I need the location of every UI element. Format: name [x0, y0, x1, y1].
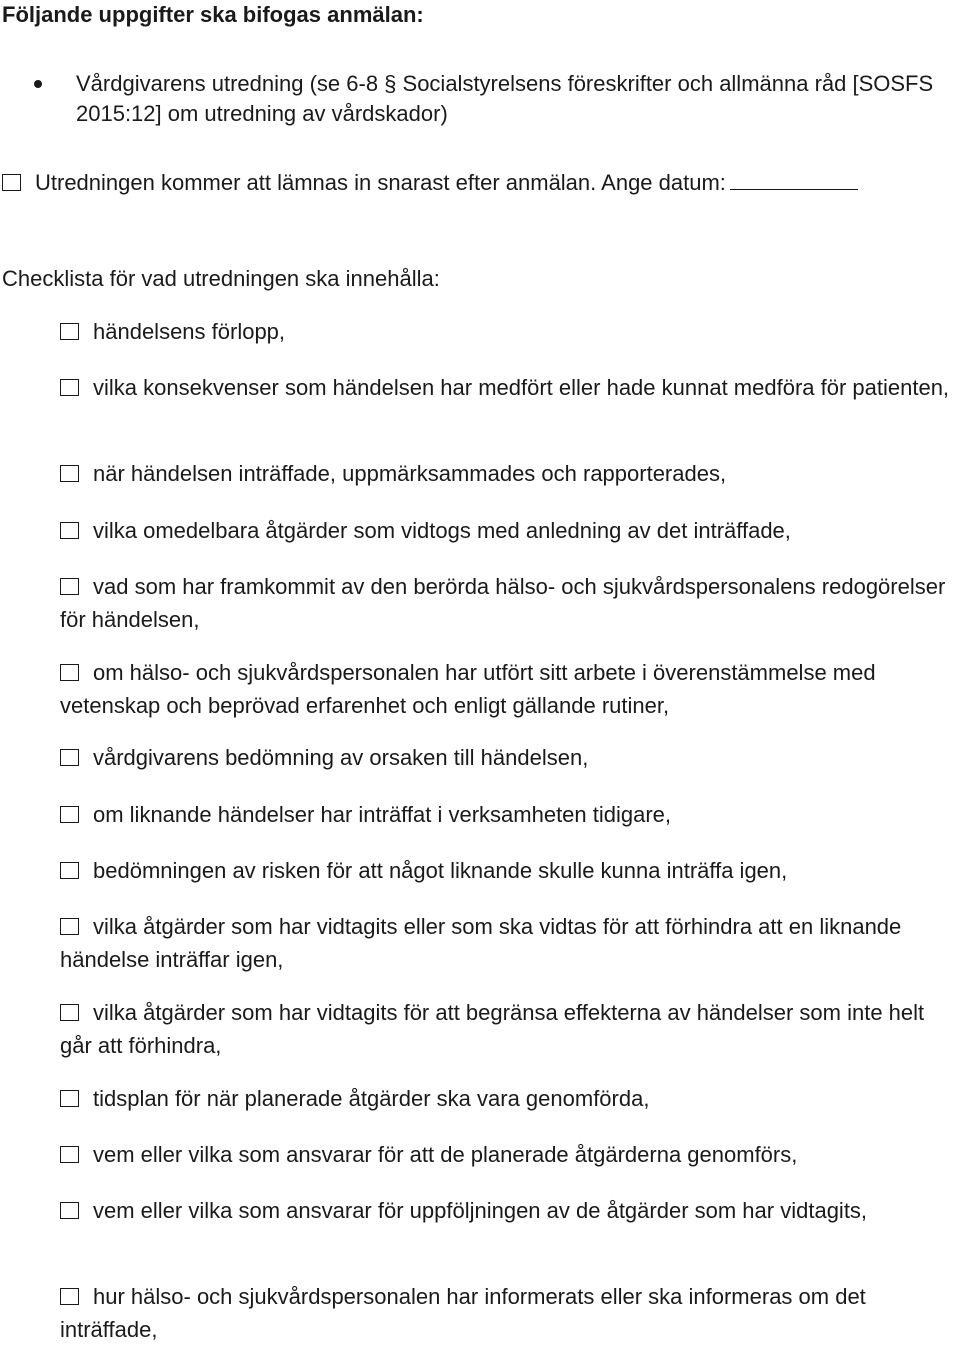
checklist-title: Checklista för vad utredningen ska innehålla: — [2, 266, 440, 291]
checklist-item — [60, 371, 960, 404]
checkbox-utredning[interactable] — [2, 174, 21, 191]
checklist-item — [60, 514, 960, 547]
utredning-date-line — [2, 168, 858, 198]
checklist-item — [60, 910, 960, 976]
checklist-item-text: vårdgivarens bedömning av orsaken till händelsen, — [93, 745, 589, 770]
checklist-item — [60, 1194, 960, 1227]
checkbox[interactable] — [60, 1146, 79, 1163]
checklist-item-text: vem eller vilka som ansvarar för uppföljningen av de åtgärder som har vidtagits, — [93, 1198, 868, 1223]
checkbox[interactable] — [60, 862, 79, 879]
checklist-item — [60, 656, 960, 722]
checkbox[interactable] — [60, 664, 79, 681]
checklist-item-text: när händelsen inträffade, uppmärksammades och rapporterades, — [93, 461, 727, 486]
date-input-line[interactable] — [730, 169, 858, 190]
checklist-item-text: vilka omedelbara åtgärder som vidtogs med anledning av det inträffade, — [93, 518, 791, 543]
checklist-item-text: vad som har framkommit av den berörda hälso- och sjukvårdspersonalens redogörelser för händelsen, — [60, 574, 946, 632]
checklist-item-text: vilka åtgärder som har vidtagits eller som ska vidtas för att förhindra att en liknande händelse inträffar igen, — [60, 914, 902, 972]
checkbox[interactable] — [60, 806, 79, 823]
checklist-item — [60, 457, 960, 490]
checkbox[interactable] — [60, 522, 79, 539]
checklist-item — [60, 1280, 960, 1346]
checklist-item — [60, 854, 960, 887]
checklist-item — [60, 315, 960, 348]
utredning-text: Utredningen kommer att lämnas in snarast efter anmälan. Ange datum: — [35, 170, 726, 195]
checklist-item-text: om liknande händelser har inträffat i verksamheten tidigare, — [93, 802, 672, 827]
checkbox[interactable] — [60, 465, 79, 482]
checklist-item — [60, 570, 960, 636]
checklist-item — [60, 1138, 960, 1171]
checkbox[interactable] — [60, 749, 79, 766]
checkbox[interactable] — [60, 379, 79, 396]
checklist-item-text: vilka konsekvenser som händelsen har medfört eller hade kunnat medföra för patienten, — [93, 375, 950, 400]
checklist-item — [60, 996, 960, 1062]
section-heading: Följande uppgifter ska bifogas anmälan: — [2, 2, 424, 27]
checkbox[interactable] — [60, 578, 79, 595]
checklist-item-text: hur hälso- och sjukvårdspersonalen har informerats eller ska informeras om det inträffade, — [60, 1284, 866, 1342]
checklist-item — [60, 1082, 960, 1115]
checklist-item-text: vilka åtgärder som har vidtagits för att begränsa effekterna av händelser som inte helt går att förhindra, — [60, 1000, 925, 1058]
checkbox[interactable] — [60, 1288, 79, 1305]
checkbox[interactable] — [60, 323, 79, 340]
bullet-item-text: Vårdgivarens utredning (se 6-8 § Socialstyrelsens föreskrifter och allmänna råd [SOSFS 2015:12] om utredning av vårdskador) — [76, 71, 934, 126]
checkbox[interactable] — [60, 1004, 79, 1021]
checklist-item-text: bedömningen av risken för att något liknande skulle kunna inträffa igen, — [93, 858, 788, 883]
checklist-item — [60, 798, 960, 831]
checkbox[interactable] — [60, 918, 79, 935]
checklist-item-text: händelsens förlopp, — [93, 319, 286, 344]
checklist-item-text: vem eller vilka som ansvarar för att de planerade åtgärderna genomförs, — [93, 1142, 798, 1167]
checklist-item-text: om hälso- och sjukvårdspersonalen har utfört sitt arbete i överenstämmelse med vetenskap och beprövad erfarenhet och enligt gällande rutiner, — [60, 660, 876, 718]
checkbox[interactable] — [60, 1202, 79, 1219]
bullet-dot-icon — [34, 80, 42, 88]
checklist-item-text: tidsplan för när planerade åtgärder ska vara genomförda, — [93, 1086, 650, 1111]
checkbox[interactable] — [60, 1090, 79, 1107]
checklist-item — [60, 741, 960, 774]
